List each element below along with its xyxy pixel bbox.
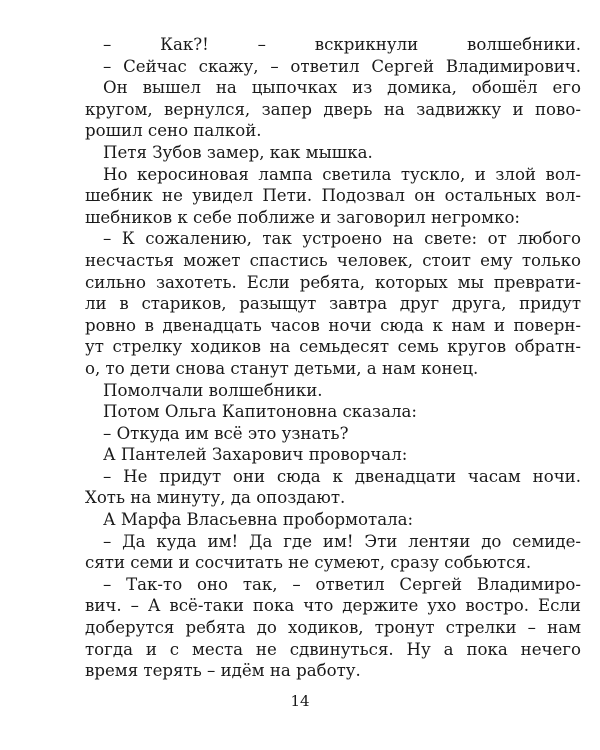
text-line: – К сожалению, так устроено на свете: от любого <box>103 229 581 249</box>
text-line: Петя Зубов замер, как мышка. <box>103 142 373 162</box>
text-line: время терять – идём на работу. <box>85 661 361 681</box>
text-line: вич. – А всё-таки пока что держите ухо востро. Если <box>85 596 581 616</box>
text-line: доберутся ребята до ходиков, тронут стрелки – нам <box>85 618 581 638</box>
text-line: – Откуда им всё это узнать? <box>103 423 349 443</box>
text-line: шебник не увидел Пети. Подозвал он остальных вол- <box>85 186 581 206</box>
text-line: ровно в двенадцать часов ночи сюда к нам и поверн- <box>85 315 581 335</box>
text-line: кругом, вернулся, запер дверь на задвижку и пово- <box>85 99 581 119</box>
text-line: сильно захотеть. Если ребята, которых мы преврати- <box>85 272 581 292</box>
text-line: ут стрелку ходиков на семьдесят семь кругов обратн- <box>85 337 581 357</box>
text-line: А Марфа Власьевна пробормотала: <box>103 510 414 530</box>
text-line: шебников к себе поближе и заговорил негромко: <box>85 207 521 227</box>
page-text <box>85 34 581 682</box>
text-line: – Так-то оно так, – ответил Сергей Владимиро- <box>103 574 581 594</box>
text-line: тогда и с места не сдвинуться. Ну а пока нечего <box>85 639 581 659</box>
text-line: Хоть на минуту, да опоздают. <box>85 488 346 508</box>
text-line: о, то дети снова станут детьми, а нам конец. <box>85 358 479 378</box>
text-line: Но керосиновая лампа светила тускло, и злой вол- <box>103 164 581 184</box>
text-line: Он вышел на цыпочках из домика, обошёл его <box>103 78 581 98</box>
text-line: рошил сено палкой. <box>85 121 262 141</box>
text-line: ли в стариков, разыщут завтра друг друга, придут <box>85 294 581 314</box>
text-line: несчастья может спастись человек, стоит ему только <box>85 250 581 270</box>
text-line: – Да куда им! Да где им! Эти лентяи до семиде- <box>103 531 581 551</box>
page-number: 14 <box>290 692 310 710</box>
text-line: Помолчали волшебники. <box>103 380 323 400</box>
text-line: – Сейчас скажу, – ответил Сергей Владимирович. <box>103 56 581 76</box>
text-line: А Пантелей Захарович проворчал: <box>103 445 408 465</box>
text-line: – Как?! – вскрикнули волшебники. <box>103 35 581 54</box>
text-line: – Не придут они сюда к двенадцати часам ночи. <box>103 466 581 486</box>
text-line: Потом Ольга Капитоновна сказала: <box>103 402 418 422</box>
text-line: сяти семи и сосчитать не сумеют, сразу собьются. <box>85 553 532 573</box>
